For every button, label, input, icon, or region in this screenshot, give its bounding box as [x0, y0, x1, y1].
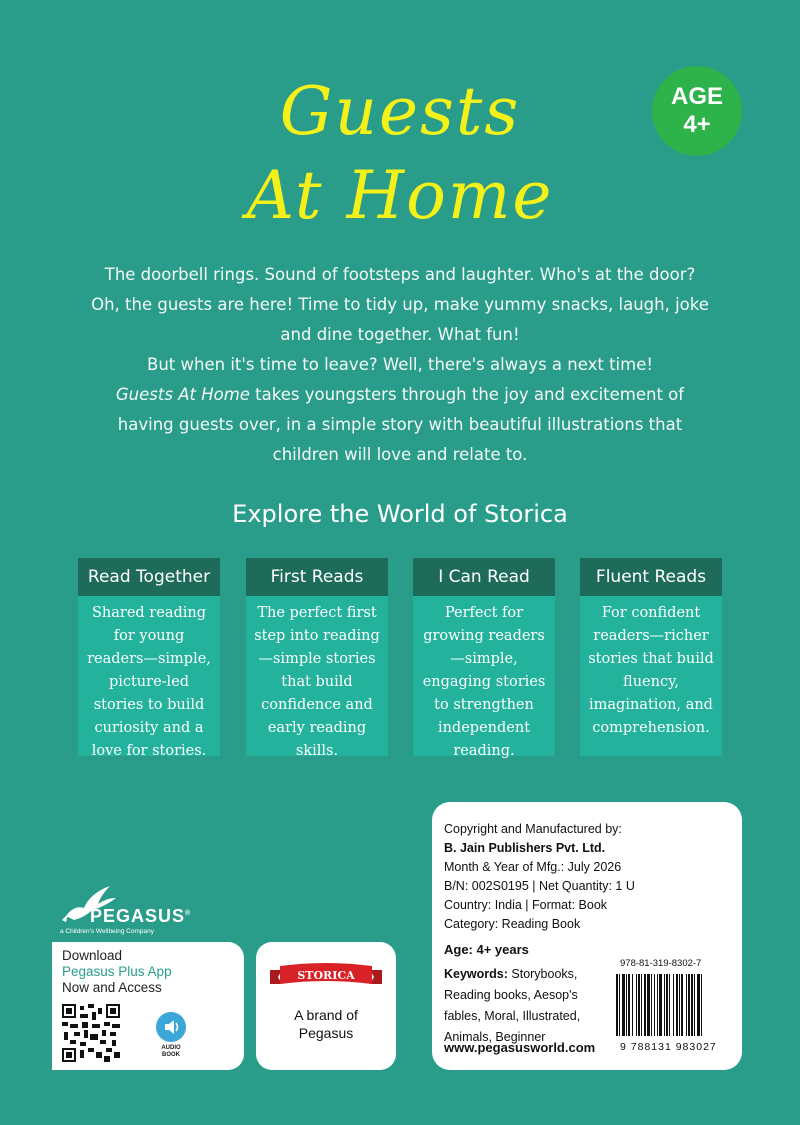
brand-line-2: Pegasus [298, 1025, 354, 1041]
audio-book-icon[interactable] [156, 1012, 186, 1042]
blurb-paragraph-1: The doorbell rings. Sound of footsteps and laughter. Who's at the door? Oh, the guests are here! Time to tidy up, make yummy snacks, laugh, joke and dine together. What fun! [91, 265, 709, 344]
blurb-title-italic: Guests At Home [115, 385, 250, 404]
age-range: Age: 4+ years [444, 942, 529, 957]
keywords-text: Storybooks, Reading books, Aesop's fables, Moral, Illustrated, Animals, Beginner [444, 967, 581, 1044]
country-format: Country: India | Format: Book [444, 898, 608, 912]
download-line: Download [62, 948, 123, 963]
level-card-description: Perfect for growing readers—simple, engaging stories to strengthen independent reading. [422, 605, 546, 759]
category: Category: Reading Book [444, 917, 581, 931]
keywords-label: Keywords: [444, 967, 508, 981]
book-blurb [88, 260, 712, 470]
copyright-line: Copyright and Manufactured by: [444, 822, 622, 836]
publisher-name: B. Jain Publishers Pvt. Ltd. [444, 841, 606, 855]
level-card-read-together [78, 558, 220, 759]
isbn: 978-81-319-8302-7 [620, 958, 702, 969]
pegasus-tagline: a Children's Wellbeing Company [60, 928, 154, 935]
speaker-icon [156, 1012, 186, 1042]
book-title-line-1: Guests [279, 73, 521, 150]
book-title-line-2: At Home [246, 157, 554, 234]
storica-ribbon-logo [268, 960, 384, 994]
blurb-paragraph-2: But when it's time to leave? Well, there's always a next time! [147, 355, 653, 374]
level-card-description: For confident readers—richer stories that build fluency, imagination, and comprehension. [588, 605, 714, 736]
audio-book-label: AUDIO BOOK [161, 1045, 181, 1058]
level-card-i-can-read [413, 558, 555, 759]
pegasus-plus-app-link[interactable]: Pegasus Plus App [62, 964, 172, 979]
brand-label [256, 1006, 396, 1042]
storica-ribbon-text: STORICA [297, 969, 355, 982]
brand-line-1: A brand of [294, 1007, 358, 1023]
level-card-description: Shared reading for young readers—simple, picture-led stories to build curiosity and a love for stories. [87, 605, 211, 759]
level-card-fluent-reads [580, 558, 722, 756]
barcode-digits: 9 788131 983027 [620, 1041, 717, 1053]
level-card-description: The perfect first step into reading—simple stories that build confidence and early reading skills. [254, 605, 380, 759]
download-app-panel [52, 942, 244, 1070]
website-url: www.pegasusworld.com [444, 1040, 596, 1055]
level-card-title: Fluent Reads [580, 558, 722, 596]
level-card-title: Read Together [78, 558, 220, 596]
keywords [444, 964, 614, 1048]
qr-code-icon[interactable] [62, 1004, 120, 1062]
pegasus-logo [54, 880, 214, 940]
blurb-paragraph-3 [88, 380, 712, 470]
reading-levels [78, 558, 726, 758]
barcode [614, 974, 736, 1036]
access-line: Now and Access [62, 980, 162, 995]
book-title [150, 70, 650, 238]
pegasus-wordmark: PEGASUS® [90, 906, 192, 926]
storica-brand-panel [256, 942, 396, 1070]
level-card-title: I Can Read [413, 558, 555, 596]
mfg-date: Month & Year of Mfg.: July 2026 [444, 860, 622, 874]
age-badge-label: AGE [670, 83, 723, 110]
explore-heading: Explore the World of Storica [232, 500, 568, 528]
publisher-info-panel [432, 802, 742, 1070]
batch-number: B/N: 002S0195 | Net Quantity: 1 U [444, 879, 635, 893]
blurb-paragraph-3-text: takes youngsters through the joy and excitement of having guests over, in a simple story with beautiful illustrations that children will love and relate to. [117, 385, 685, 464]
age-badge [652, 66, 742, 156]
level-card-title: First Reads [246, 558, 388, 596]
level-card-first-reads [246, 558, 388, 759]
age-badge-value: 4+ [683, 111, 711, 138]
